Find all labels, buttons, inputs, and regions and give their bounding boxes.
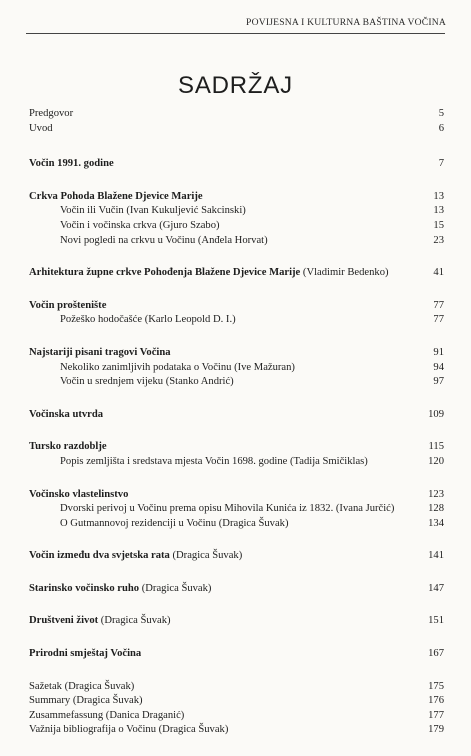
- header-rule: [26, 33, 445, 34]
- toc-page-number: 97: [433, 376, 444, 388]
- toc-entry: [29, 107, 444, 122]
- toc-page-number: 13: [433, 205, 444, 217]
- toc-entry-title: [29, 266, 389, 281]
- toc-entry-bold-title: Prirodni smještaj Vočina: [29, 648, 142, 660]
- toc-entry-title: [29, 122, 53, 137]
- toc-entry-text: Novi pogledi na crkvu u Vočinu (Anđela Horvat): [60, 234, 268, 246]
- toc-entry-title: [29, 313, 236, 328]
- toc-entry-text: (Vladimir Bedenko): [300, 267, 389, 279]
- toc-entry-title: [29, 190, 203, 205]
- toc-entry-bold-title: Najstariji pisani tragovi Vočina: [29, 346, 171, 358]
- toc-entry: [29, 709, 444, 724]
- toc-entry-text: Nekoliko zanimljivih podataka o Vočinu (Ive Mažuran): [60, 361, 295, 373]
- toc-entry-title: [29, 709, 184, 724]
- toc-entry-title: [29, 694, 143, 709]
- toc-entry-bold-title: Vočinsko vlastelinstvo: [29, 488, 129, 500]
- toc-section: [29, 190, 444, 248]
- toc-page-number: 134: [428, 517, 444, 529]
- toc-page-number: 109: [428, 408, 444, 420]
- toc-entry: [29, 549, 444, 564]
- toc-entry-title: [29, 549, 242, 564]
- toc-entry-bold-title: Vočin proštenište: [29, 299, 107, 311]
- toc-page-number: 115: [428, 441, 444, 453]
- toc-subentry: [29, 375, 444, 390]
- toc-entry: [29, 614, 444, 629]
- toc-entry-title: [29, 299, 106, 314]
- toc-section: [29, 440, 444, 469]
- toc-page-number: 94: [433, 361, 444, 373]
- toc-page-number: 128: [428, 503, 444, 515]
- toc-entry-text: (Dragica Šuvak): [169, 550, 243, 562]
- toc-entry-text: Vočin ili Vučin (Ivan Kukuljević Sakcinski): [60, 205, 246, 217]
- toc-entry-bold-title: Društveni život: [29, 615, 99, 627]
- toc-section: [29, 107, 444, 136]
- toc-subentry: [29, 517, 444, 532]
- toc-section: [29, 488, 444, 532]
- toc-subentry: [29, 204, 444, 219]
- toc-section: [29, 157, 444, 172]
- toc-page-number: 151: [428, 615, 444, 627]
- toc-entry-title: [29, 440, 107, 455]
- toc-subentry: [29, 313, 444, 328]
- toc-entry-title: [29, 614, 171, 629]
- toc-entry-title: [29, 157, 114, 172]
- toc-subentry: [29, 455, 444, 470]
- toc-section: [29, 680, 444, 738]
- toc-page-number: 23: [433, 234, 444, 246]
- toc-entry-bold-title: Vočin između dva svjetska rata: [29, 550, 170, 562]
- toc-page-number: 77: [433, 314, 444, 326]
- toc-subentry: [29, 219, 444, 234]
- toc-entry-bold-title: Vočinska utvrda: [29, 408, 104, 420]
- toc-entry-title: [29, 234, 268, 249]
- running-head: POVIJESNA I KULTURNA BAŠTINA VOČINA: [246, 17, 446, 28]
- toc-page-number: 177: [428, 709, 444, 721]
- toc-page-number: 77: [433, 299, 444, 311]
- toc-entry-text: Dvorski perivoj u Vočinu prema opisu Mihovila Kunića iz 1832. (Ivana Jurčić): [60, 503, 395, 515]
- toc-section: [29, 408, 444, 423]
- toc-entry-text: Požeško hodočašće (Karlo Leopold D. I.): [60, 314, 236, 326]
- toc-entry-bold-title: Vočin 1991. godine: [29, 158, 114, 170]
- toc-page-number: 179: [428, 724, 444, 736]
- toc-entry-title: [29, 723, 228, 738]
- toc-section: [29, 346, 444, 390]
- toc-entry-text: Popis zemljišta i sredstava mjesta Vočin 1698. godine (Tadija Smičiklas): [60, 455, 368, 467]
- toc-entry-title: [29, 582, 211, 597]
- toc-entry-title: [29, 375, 234, 390]
- toc-entry-title: [29, 204, 246, 219]
- toc-page-number: 176: [428, 695, 444, 707]
- toc-entry-title: [29, 517, 289, 532]
- toc-page-number: 120: [428, 455, 444, 467]
- toc-entry: [29, 680, 444, 695]
- toc-section: [29, 647, 444, 662]
- toc-entry: [29, 190, 444, 205]
- toc-entry-text: Vočin i vočinska crkva (Gjuro Szabo): [60, 219, 220, 231]
- toc-entry-text: Uvod: [29, 122, 53, 134]
- toc-entry-title: [29, 502, 394, 517]
- toc-entry: [29, 440, 444, 455]
- toc-entry: [29, 157, 444, 172]
- toc-page-number: 175: [428, 680, 444, 692]
- toc-page-number: 91: [433, 346, 444, 358]
- toc-entry-text: Sažetak (Dragica Šuvak): [29, 680, 135, 692]
- toc-subentry: [29, 234, 444, 249]
- toc-entry-bold-title: Tursko razdoblje: [29, 441, 107, 453]
- toc-entry-title: [29, 219, 220, 234]
- toc-entry-text: Vočin u srednjem vijeku (Stanko Andrić): [60, 376, 234, 388]
- toc-entry-text: (Dragica Šuvak): [98, 615, 171, 627]
- toc-section: [29, 582, 444, 597]
- toc-entry: [29, 408, 444, 423]
- toc-subentry: [29, 361, 444, 376]
- toc-entry-title: [29, 455, 368, 470]
- toc-entry-title: [29, 680, 134, 695]
- page-title: SADRŽAJ: [178, 72, 293, 100]
- toc-entry-title: [29, 647, 141, 662]
- toc-entry-title: [29, 346, 171, 361]
- toc-entry-text: (Dragica Šuvak): [139, 582, 212, 594]
- toc-entry: [29, 488, 444, 503]
- toc-entry: [29, 582, 444, 597]
- toc-entry: [29, 346, 444, 361]
- toc-page-number: 13: [433, 190, 444, 202]
- toc-entry: [29, 723, 444, 738]
- toc-section: [29, 614, 444, 629]
- toc-section: [29, 299, 444, 328]
- toc-entry: [29, 647, 444, 662]
- toc-subentry: [29, 502, 444, 517]
- toc-entry: [29, 694, 444, 709]
- toc-page-number: 6: [438, 122, 444, 134]
- toc-page-number: 41: [433, 267, 444, 279]
- toc-entry-text: Summary (Dragica Šuvak): [29, 695, 143, 707]
- toc-entry-text: O Gutmannovoj rezidenciji u Vočinu (Dragica Šuvak): [60, 517, 289, 529]
- table-of-contents: [29, 107, 444, 756]
- toc-entry-text: Važnija bibliografija o Vočinu (Dragica Šuvak): [29, 724, 229, 736]
- toc-entry-text: Zusammefassung (Danica Draganić): [29, 709, 185, 721]
- toc-entry-title: [29, 408, 103, 423]
- toc-entry-bold-title: Crkva Pohoda Blažene Djevice Marije: [29, 190, 203, 202]
- toc-entry-bold-title: Starinsko vočinsko ruho: [29, 582, 140, 594]
- toc-page-number: 147: [428, 582, 444, 594]
- toc-page-number: 123: [428, 488, 444, 500]
- toc-page-number: 15: [433, 219, 444, 231]
- toc-section: [29, 266, 444, 281]
- toc-page-number: 7: [438, 158, 444, 170]
- toc-entry-title: [29, 488, 128, 503]
- toc-entry-title: [29, 361, 295, 376]
- toc-page-number: 5: [438, 108, 444, 119]
- toc-entry: [29, 299, 444, 314]
- toc-entry-bold-title: Arhitektura župne crkve Pohođenja Blažene Djevice Marije: [29, 267, 301, 279]
- toc-section: [29, 549, 444, 564]
- toc-page-number: 141: [428, 550, 444, 562]
- toc-entry: [29, 122, 444, 137]
- toc-entry-title: [29, 107, 73, 122]
- toc-entry: [29, 266, 444, 281]
- toc-page-number: 167: [428, 648, 444, 660]
- toc-entry-text: Predgovor: [29, 108, 74, 119]
